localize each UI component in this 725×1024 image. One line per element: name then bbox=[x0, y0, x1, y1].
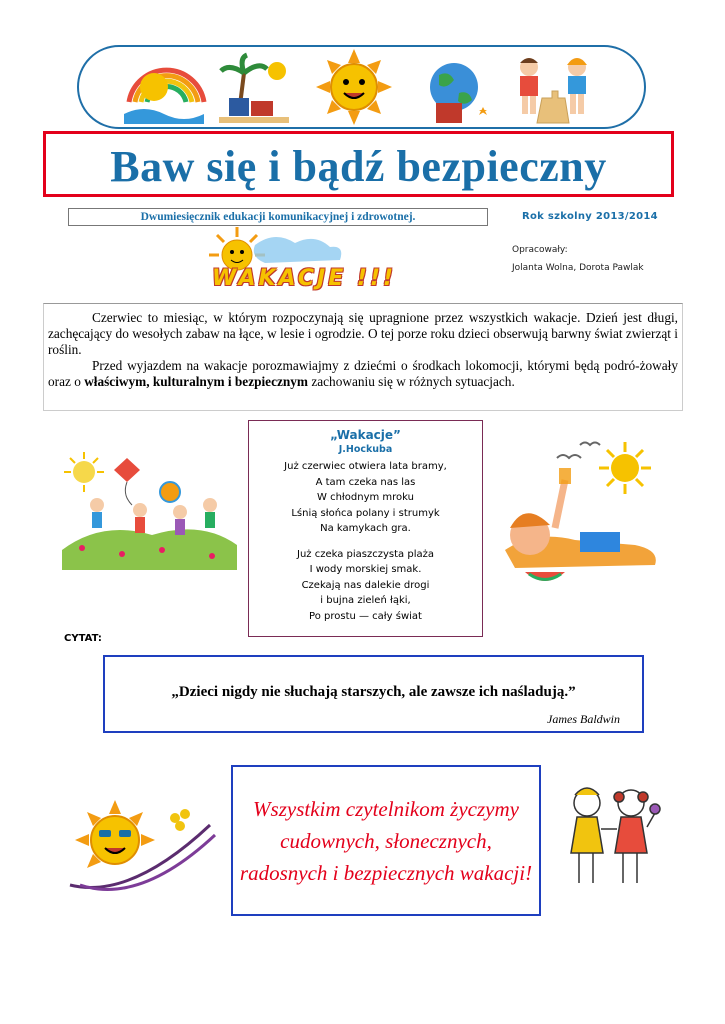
sun-icon bbox=[75, 800, 155, 868]
page-title: Baw się i bądź bezpieczny bbox=[110, 142, 607, 191]
girl-figure bbox=[571, 788, 603, 883]
wishes-line-1: Wszystkim czytelnikom życzymy bbox=[253, 797, 519, 821]
poem-box bbox=[248, 420, 483, 637]
poem-line: I wody morskiej smak. bbox=[309, 564, 422, 575]
wishes-line-2: cudownych, słonecznych, bbox=[280, 829, 492, 853]
authors-names: Jolanta Wolna, Dorota Pawlak bbox=[512, 263, 644, 273]
smiling-sun-icon bbox=[316, 49, 392, 125]
poem-stanza-1 bbox=[249, 459, 482, 537]
globe-suitcase-icon bbox=[430, 63, 487, 123]
authors-label: Opracowały: bbox=[512, 245, 568, 255]
poem-line: A tam czeka nas las bbox=[315, 476, 416, 488]
poem-author: J.Hockuba bbox=[338, 444, 393, 455]
quote-label: CYTAT: bbox=[64, 633, 102, 644]
poem-line: Na kamykach gra. bbox=[320, 523, 411, 534]
wakacje-logo-text: WAKACJE !!! bbox=[212, 266, 397, 291]
seagull-icon bbox=[557, 443, 600, 459]
rainbow-sun-icon bbox=[124, 70, 204, 124]
wishes-box bbox=[231, 765, 541, 916]
poem-line: i bujna zieleń łąki, bbox=[320, 595, 411, 606]
school-year: Rok szkolny 2013/2014 bbox=[522, 211, 658, 222]
drink-glass-icon bbox=[559, 468, 571, 484]
poem-line: Już czeka piaszczysta plaża bbox=[297, 548, 434, 560]
kids-sandcastle-icon bbox=[520, 58, 587, 123]
poem-line: Czekają nas dalekie drogi bbox=[301, 579, 430, 591]
boy-shorts bbox=[580, 532, 620, 552]
poem-line: Już czerwiec otwiera lata bramy, bbox=[284, 461, 447, 472]
ball-icon bbox=[160, 482, 180, 502]
intro-section bbox=[43, 303, 683, 411]
poem-line: W chłodnym mroku bbox=[317, 492, 414, 503]
intro-paragraph-1: Czerwiec to miesiąc, w którym rozpoczynają się upragnione przez wszystkich wakacje. Dzień jest długi, zachęcający do wesołych zabaw na łące, w lesie i ogrodzie. O tej porze roku dzieci obserwują barwny świat zwierząt i roślin. bbox=[48, 310, 678, 357]
sun-icon bbox=[599, 442, 651, 494]
title-frame bbox=[43, 131, 674, 197]
kite-icon bbox=[114, 458, 140, 505]
quote-box bbox=[103, 655, 644, 733]
intro-paragraph-2 bbox=[48, 358, 678, 390]
intro-paragraph-2-start: Przed wyjazdem na wakacje porozmawiajmy z dziećmi o środkach lokomocji, którymi będą podró-żowały oraz o bbox=[48, 358, 678, 389]
meadow bbox=[62, 529, 237, 570]
boy-arm bbox=[555, 480, 565, 528]
two-girls-illustration bbox=[565, 783, 665, 893]
header-banner bbox=[77, 45, 646, 129]
quote-text: „Dzieci nigdy nie słuchają starszych, ale zawsze ich naśladują.” bbox=[171, 684, 576, 700]
sun-icon bbox=[64, 452, 104, 492]
poem-stanza-2 bbox=[249, 547, 482, 625]
banner-illustrations bbox=[79, 47, 644, 127]
cloud-icon bbox=[254, 237, 342, 263]
boy-sunbathing-illustration bbox=[495, 440, 670, 590]
children-meadow-illustration bbox=[62, 450, 237, 570]
flowers-icon bbox=[170, 809, 190, 831]
child-figures bbox=[90, 498, 217, 535]
quote-author: James Baldwin bbox=[547, 712, 620, 726]
intro-paragraph-2-bold: właściwym, kulturalnym i bezpiecznym bbox=[84, 374, 309, 389]
girl-figure bbox=[614, 790, 660, 883]
sun-hammock-illustration bbox=[60, 790, 225, 900]
poem-line: Lśnią słońca polany i strumyk bbox=[291, 507, 440, 519]
poem-title: „Wakacje” bbox=[330, 428, 401, 442]
wishes-line-3: radosnych i bezpiecznych wakacji! bbox=[239, 861, 533, 885]
subtitle-box: Dwumiesięcznik edukacji komunikacyjnej i zdrowotnej. bbox=[68, 208, 488, 226]
intro-paragraph-2-end: zachowaniu się w różnych sytuacjach. bbox=[308, 374, 515, 389]
poem-line: Po prostu — cały świat bbox=[309, 610, 422, 622]
palm-luggage-icon bbox=[219, 55, 289, 123]
authors-block bbox=[512, 241, 644, 277]
